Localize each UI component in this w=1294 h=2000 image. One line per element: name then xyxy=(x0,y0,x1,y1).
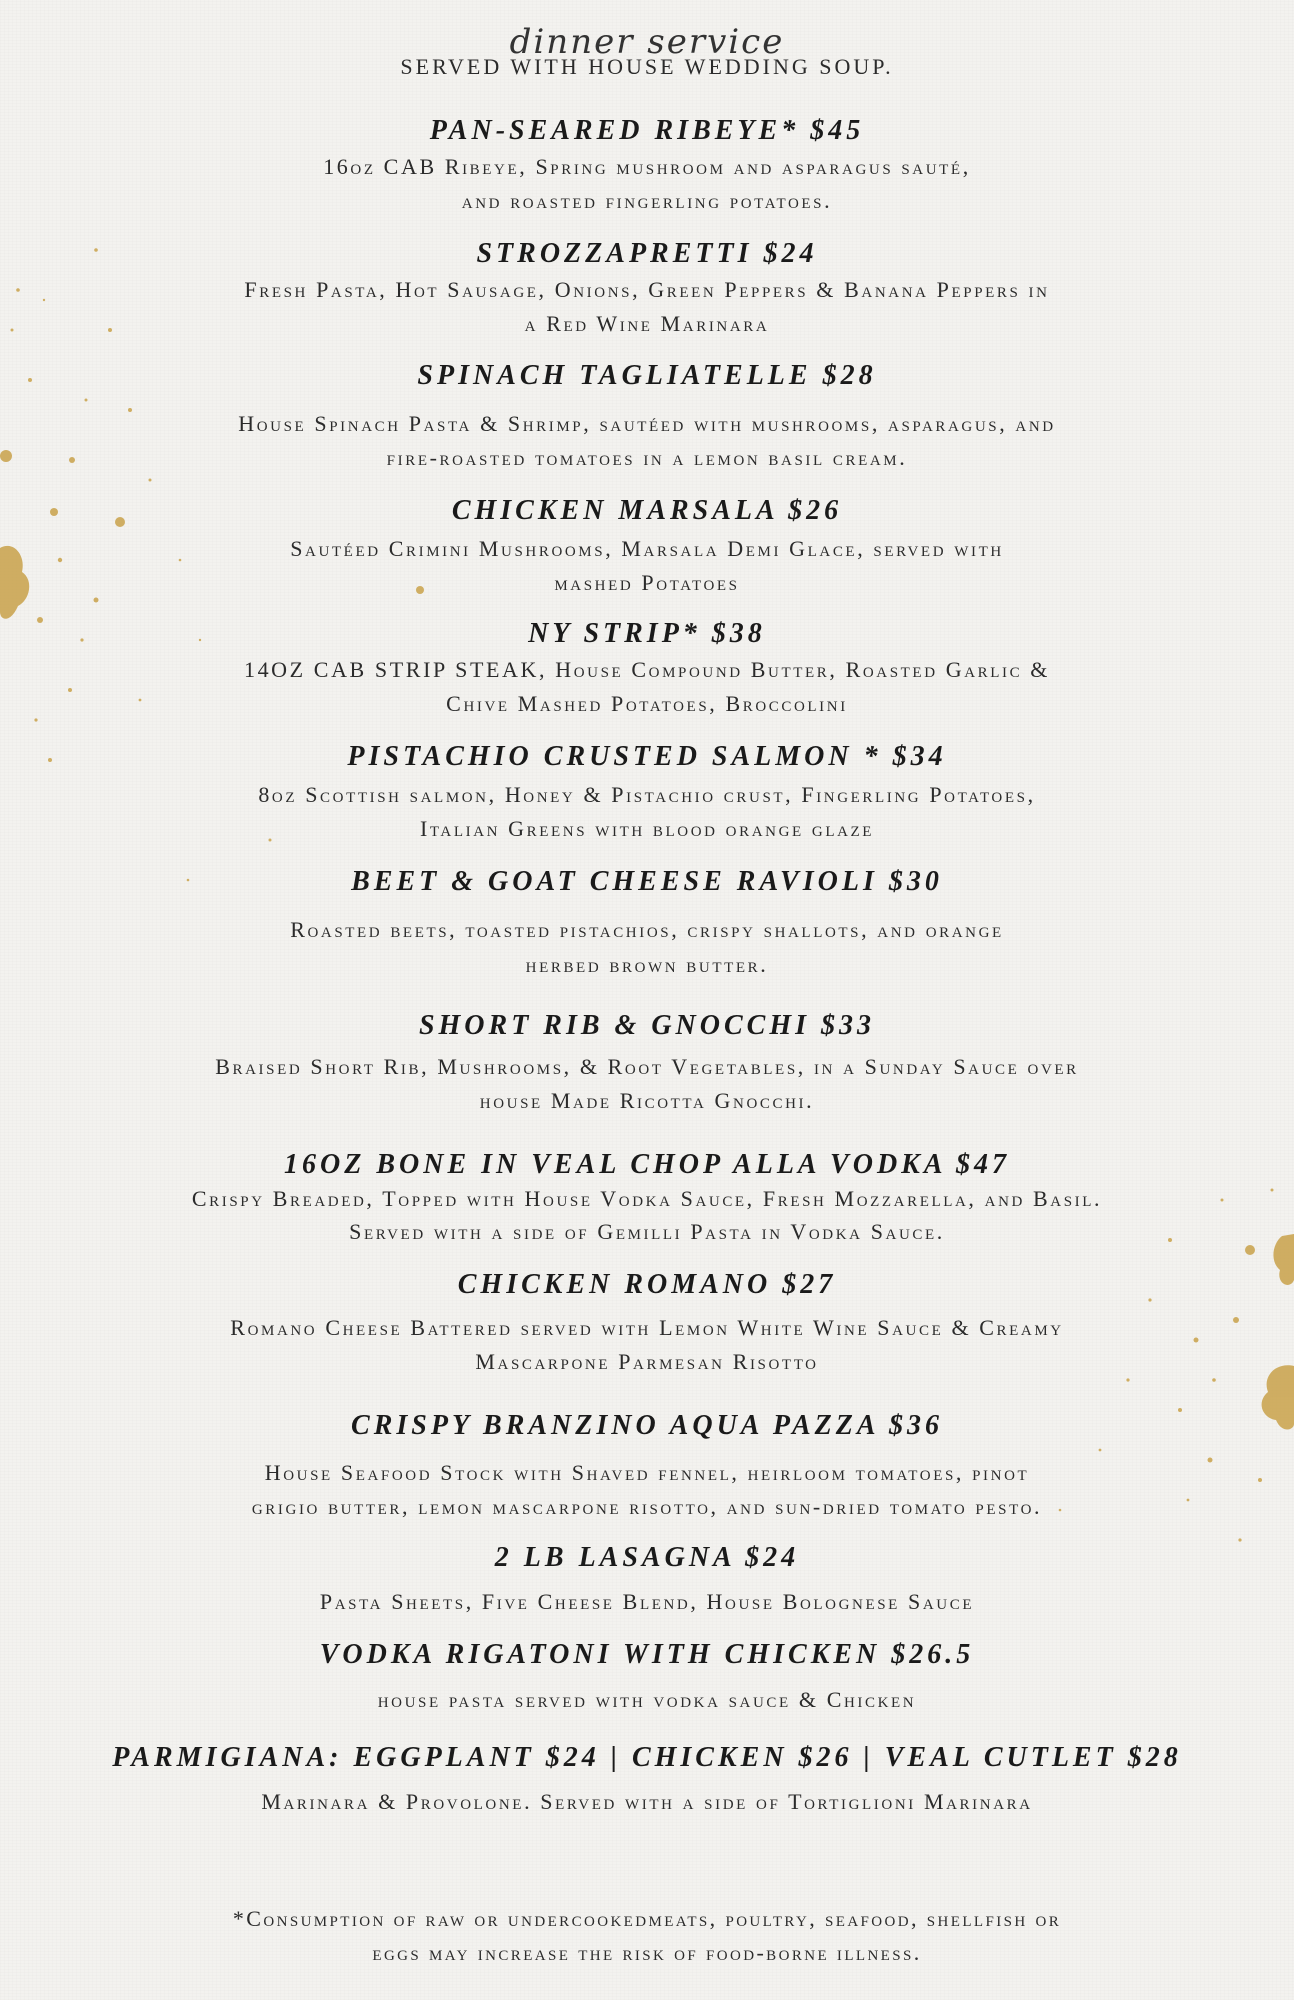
dish-description: mashed Potatoes xyxy=(554,570,740,595)
dish-description: Served with a side of Gemilli Pasta in Vodka Sauce. xyxy=(349,1219,945,1244)
dish-description: 8oz Scottish salmon, Honey & Pistachio crust, Fingerling Potatoes, xyxy=(258,782,1036,807)
dish-description: Romano Cheese Battered served with Lemon White Wine Sauce & Creamy xyxy=(230,1315,1064,1340)
disclaimer-line: *Consumption of raw or undercookedmeats, poultry, seafood, shellfish or xyxy=(232,1906,1062,1931)
dish-description: grigio butter, lemon mascarpone risotto, and sun-dried tomato pesto. xyxy=(251,1494,1043,1519)
menu-script-title: dinner service xyxy=(509,22,785,62)
dish-name: 2 LB LASAGNA $24 xyxy=(494,1542,800,1573)
dish-description: fire-roasted tomatoes in a lemon basil cream. xyxy=(386,445,908,470)
dish-description: Marinara & Provolone. Served with a side of Tortiglioni Marinara xyxy=(261,1789,1033,1814)
dish-description: 16oz CAB Ribeye, Spring mushroom and asparagus sauté, xyxy=(323,154,971,179)
dish-description: Chive Mashed Potatoes, Broccolini xyxy=(446,691,848,716)
dish-description: Sautéed Crimini Mushrooms, Marsala Demi Glace, served with xyxy=(290,536,1004,561)
dish-name: VODKA RIGATONI WITH CHICKEN $26.5 xyxy=(319,1639,975,1670)
dish-name: CHICKEN ROMANO $27 xyxy=(457,1269,837,1300)
menu-subtitle: SERVED WITH HOUSE WEDDING SOUP. xyxy=(400,54,894,79)
dish-name: STROZZAPRETTI $24 xyxy=(476,238,818,269)
food-safety-disclaimer xyxy=(40,1902,1254,1970)
dish-name: 16OZ BONE IN VEAL CHOP ALLA VODKA $47 xyxy=(284,1149,1010,1180)
dish-description: a Red Wine Marinara xyxy=(524,311,770,336)
dish-description: house Made Ricotta Gnocchi. xyxy=(479,1088,815,1113)
dish-name: BEET & GOAT CHEESE RAVIOLI $30 xyxy=(351,866,943,897)
dish-name: SPINACH TAGLIATELLE $28 xyxy=(417,360,877,391)
dish-name: PISTACHIO CRUSTED SALMON * $34 xyxy=(347,741,947,772)
dish-description: 14OZ CAB STRIP STEAK, House Compound Butter, Roasted Garlic & xyxy=(243,657,1051,682)
dish-description: and roasted fingerling potatoes. xyxy=(461,188,833,213)
dish-name: PAN-SEARED RIBEYE* $45 xyxy=(429,115,865,146)
dish-name: CHICKEN MARSALA $26 xyxy=(451,495,843,526)
disclaimer-line: eggs may increase the risk of food-borne illness. xyxy=(372,1940,922,1965)
dish-name: CRISPY BRANZINO AQUA PAZZA $36 xyxy=(351,1410,943,1441)
dish-description: Crispy Breaded, Topped with House Vodka Sauce, Fresh Mozzarella, and Basil. xyxy=(191,1186,1103,1211)
dish-description: herbed brown butter. xyxy=(525,952,769,977)
dish-description: Mascarpone Parmesan Risotto xyxy=(475,1349,819,1374)
dish-description: Roasted beets, toasted pistachios, crispy shallots, and orange xyxy=(290,917,1004,942)
dish-description: Braised Short Rib, Mushrooms, & Root Vegetables, in a Sunday Sauce over xyxy=(215,1054,1079,1079)
dish-description: House Seafood Stock with Shaved fennel, heirloom tomatoes, pinot xyxy=(264,1460,1030,1485)
dish-name: NY STRIP* $38 xyxy=(528,618,766,649)
dish-description: House Spinach Pasta & Shrimp, sautéed with mushrooms, asparagus, and xyxy=(238,411,1056,436)
dish-name: PARMIGIANA: EGGPLANT $24 | CHICKEN $26 | VEAL CUTLET $28 xyxy=(112,1742,1182,1773)
dish-name: SHORT RIB & GNOCCHI $33 xyxy=(418,1010,876,1041)
dish-description: Fresh Pasta, Hot Sausage, Onions, Green Peppers & Banana Peppers in xyxy=(244,277,1050,302)
dish-description: Italian Greens with blood orange glaze xyxy=(419,816,875,841)
dish-description: house pasta served with vodka sauce & Chicken xyxy=(377,1687,917,1712)
dish-description: Pasta Sheets, Five Cheese Blend, House Bolognese Sauce xyxy=(319,1589,975,1614)
